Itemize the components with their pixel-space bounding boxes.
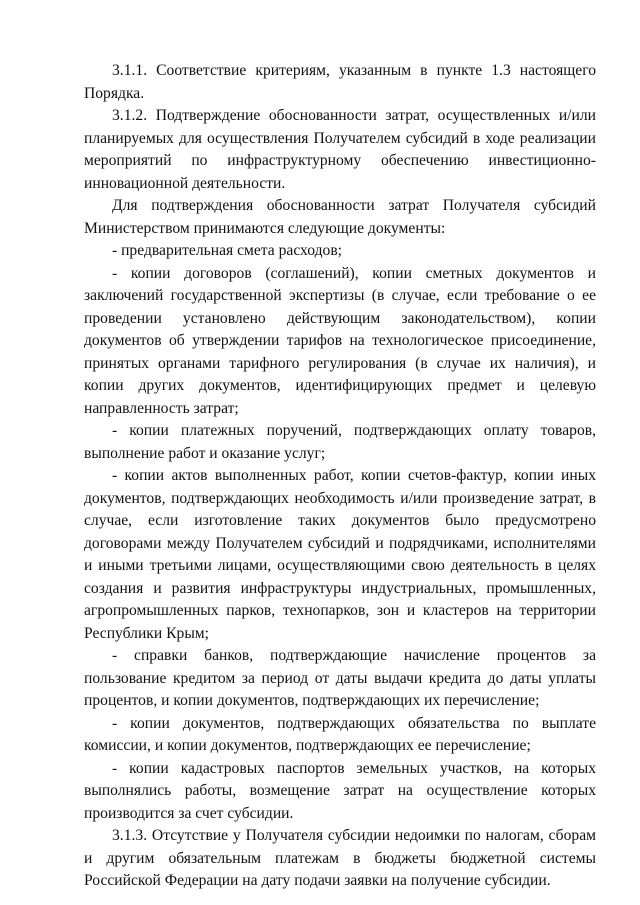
paragraph-3-1-1: 3.1.1. Соответствие критериям, указанным в пункте 1.3 настоящего Порядка. xyxy=(84,62,596,102)
list-item-contracts: - копии договоров (соглашений), копии сметных документов и заключений государственной экспертизы (в случае, если требование о ее проведении установлено действующим законодательством), копии документов об утверждении тарифов на технологическое присоединение, принятых органами тарифного регулирования (в случае их наличия), и копии других документов, идентифицирующих предмет и целевую направленность затрат; xyxy=(84,264,596,417)
paragraph-documents-intro: Для подтверждения обоснованности затрат Получателя субсидий Министерством принимаются следующие документы: xyxy=(84,197,596,237)
paragraph-3-1-2: 3.1.2. Подтверждение обоснованности затрат, осуществленных и/или планируемых для осуществления Получателем субсидий в ходе реализации мероприятий по инфраструктурному обеспечению инвестиционно-инновационной деятельности. xyxy=(84,107,596,192)
list-item-bank-certificates: - справки банков, подтверждающие начисление процентов за пользование кредитом за период от даты выдачи кредита до даты уплаты процентов, и копии документов, подтверждающих их перечисление; xyxy=(84,647,596,709)
list-item-acts: - копии актов выполненных работ, копии счетов-фактур, копии иных документов, подтверждающих необходимость и/или произведение затрат, в случае, если изготовление таких документов было предусмотрено договорами между Получателем субсидий и подрядчиками, исполнителями и иными третьими лицами, осуществляющими свою деятельность в целях создания и развития инфраструктуры индустриальных, промышленных, агропромышленных парков, технопарков, зон и кластеров на территории Республики Крым; xyxy=(84,467,596,642)
list-item-payment-orders: - копии платежных поручений, подтверждающих оплату товаров, выполнение работ и оказание услуг; xyxy=(84,422,596,462)
paragraph-3-1-3: 3.1.3. Отсутствие у Получателя субсидии недоимки по налогам, сборам и другим обязательным платежам в бюджеты бюджетной системы Российской Федерации на дату подачи заявки на получение субсидии. xyxy=(84,827,596,889)
list-item-commission: - копии документов, подтверждающих обязательства по выплате комиссии, и копии документов, подтверждающих ее перечисление; xyxy=(84,714,596,754)
list-item-cadastral: - копии кадастровых паспортов земельных участков, на которых выполнялись работы, возмещение затрат на осуществление которых производится за счет субсидии. xyxy=(84,759,596,822)
list-item-estimate: - предварительная смета расходов; xyxy=(112,242,343,259)
